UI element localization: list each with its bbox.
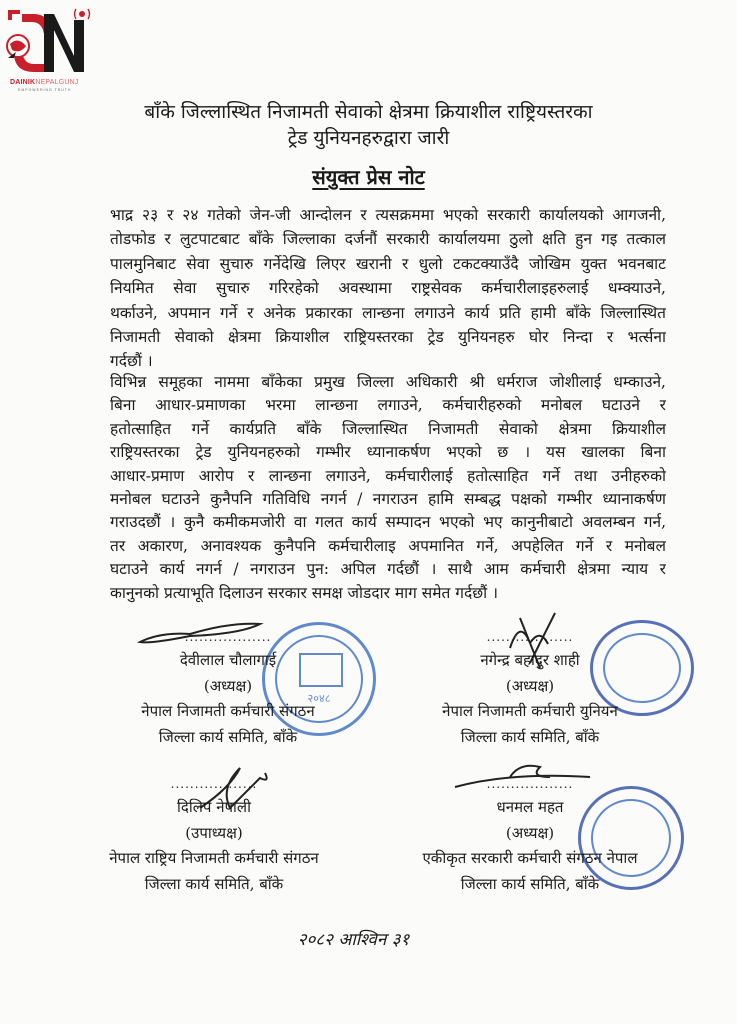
- signatory-role: (अध्यक्ष): [203, 676, 253, 695]
- paragraph-line: भाद्र २३ र २४ गतेको जेन-जी आन्दोलन र त्यसक्रममा भएको सरकारी कार्यालयको आगजनी,: [110, 206, 666, 224]
- paragraph-line: मनोबल घटाउने कुनैपनि गतिविधि नगर्न / नगराउन हामि सम्बद्ध पक्षको गम्भीर ध्यानाकर्षण: [110, 489, 666, 508]
- document-subtitle: संयुक्त प्रेस नोट: [312, 165, 425, 189]
- signature-line: ..................: [486, 777, 574, 791]
- signatory-organization: नेपाल राष्ट्रिय निजामती कर्मचारी संगठन: [109, 849, 319, 867]
- signatory-block: [400, 630, 660, 750]
- paragraph-line: थर्काउने, अपमान गर्ने र अनेक प्रकारका लान्छना लगाउने कार्य प्रति हामी बाँके जिल्लास्थित: [110, 303, 666, 322]
- paragraph-2: [110, 371, 666, 605]
- logo-brand-bold: DAINIK: [10, 79, 36, 86]
- paragraph-line: बिना आधार-प्रमाणका भरमा लान्छना लगाउने, कर्मचारीहरुको मनोबल घटाउने र: [110, 396, 666, 415]
- paragraph-line: आधार-प्रमाण आरोप र लान्छना लगाउने, कर्मचारीलाई हतोत्साहित गर्ने तथा उनीहरुको: [110, 466, 666, 485]
- signatory-block: [98, 630, 358, 750]
- paragraph-line: नियमित सेवा सुचारु गरिरहेको अवस्थामा राष्ट्रसेवक कर्मचारीलाइहरुलाई धम्क्याउने,: [110, 279, 666, 298]
- logo-mark-icon: [4, 6, 94, 78]
- paragraph-line: गराउदछौं । कुनै कमीकमजोरी वा गलत कार्य सम्पादन भएको भए कानुनीबाटो अवलम्बन गर्न,: [110, 513, 666, 532]
- signatory-name: दिलिप नेपाली: [177, 798, 251, 816]
- stamp-year: २०४८: [307, 692, 331, 705]
- signatory-role: (उपाध्यक्ष): [185, 823, 243, 842]
- signature-line: ..................: [486, 630, 574, 644]
- signatory-role: (अध्यक्ष): [505, 676, 555, 695]
- paragraph-line: निजामती सेवाको क्षेत्रमा क्रियाशील राष्ट्रियस्तरका ट्रेड युनियनहरु घोर निन्दा र भर्त्सना: [110, 327, 666, 346]
- signatory-organization: नेपाल निजामती कर्मचारी युनियन: [442, 702, 618, 720]
- signatory-name: धनमल महत: [496, 798, 564, 816]
- signature-line: ..................: [184, 630, 272, 644]
- paragraph-line: राष्ट्रियस्तरका ट्रेड युनियनहरुको गम्भीर ध्यानाकर्षण भएको छ । यस खालका बिना: [110, 443, 666, 462]
- dainik-nepalgunj-logo: [4, 6, 94, 92]
- signatory-name: नगेन्द्र बहादुर शाही: [480, 651, 580, 669]
- signatory-block: [400, 777, 660, 897]
- document-title-line1: बाँके जिल्लास्थित निजामती सेवाको क्षेत्रमा क्रियाशील राष्ट्रियस्तरका: [144, 101, 593, 123]
- signatory-organization: नेपाल निजामती कर्मचारी संगठन: [141, 702, 315, 720]
- signatory-committee: जिल्ला कार्य समिति, बाँके: [460, 727, 600, 746]
- logo-brand-light: NEPALGUNJ: [35, 79, 79, 86]
- signatory-committee: जिल्ला कार्य समिति, बाँके: [460, 874, 600, 893]
- signatory-name: देवीलाल चौलागाई: [179, 651, 277, 669]
- signatory-committee: जिल्ला कार्य समिति, बाँके: [144, 874, 284, 893]
- paragraph-1: [110, 203, 666, 374]
- paragraph-line: हतोत्साहित गर्ने कार्यप्रति बाँके जिल्लास्थित निजामती सेवाको क्षेत्रमा क्रियाशील: [110, 419, 666, 438]
- paragraph-line: तोडफोड र लुटपाटबाट बाँके जिल्लाका दर्जनौं सरकारी कार्यालयमा ठुलो क्षति हुन गइ तत्काल: [110, 230, 666, 249]
- paragraph-line: गर्दछौं ।: [110, 352, 153, 371]
- signatory-committee: जिल्ला कार्य समिति, बाँके: [158, 727, 298, 746]
- paragraph-line: कानुनको प्रत्याभूति दिलाउन सरकार समक्ष जोडदार माग समेत गर्दछौं ।: [110, 583, 498, 602]
- paragraph-line: तर अकारण, अनावश्यक कुनैपनि कर्मचारीलाइ अपमानित गर्ने, अपहेलित गर्ने र मनोबल: [110, 536, 666, 555]
- paragraph-line: विभिन्न समूहका नाममा बाँकेका प्रमुख जिल्ला अधिकारी श्री धर्मराज जोशीलाई धम्काउने,: [110, 373, 666, 391]
- signatory-role: (अध्यक्ष): [505, 823, 555, 842]
- logo-tagline: EMPOWERING TRUTH: [18, 88, 72, 92]
- paragraph-line: पालमुनिबाट सेवा सुचारु गर्नेदेखि लिएर खरानी र धुलो टकटक्याउँदै जोखिम युक्त भवनबाट: [110, 254, 666, 273]
- paragraph-line: घटाउने कार्य नगर्न / नगराउन पुन: अपिल गर्दछौं । साथै आम कर्मचारी क्षेत्रमा न्याय र: [110, 560, 666, 579]
- document-title-line2: ट्रेड युनियनहरुद्वारा जारी: [287, 127, 450, 149]
- document-date: २०८२ आश्विन ३१: [297, 930, 410, 950]
- signature-line: ..................: [170, 777, 258, 791]
- signatory-organization: एकीकृत सरकारी कर्मचारी संगठन नेपाल: [422, 849, 638, 867]
- signatory-block: [84, 777, 344, 897]
